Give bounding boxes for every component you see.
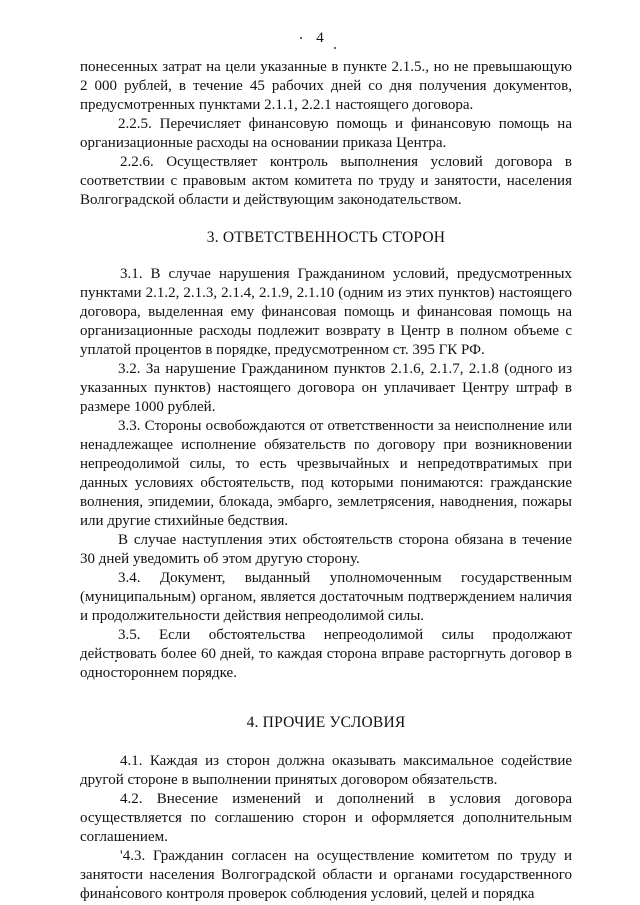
paragraph-3-3-notice: В случае наступления этих обстоятельств сторона обязана в течение 30 дней уведомить об этом другую сторону. <box>80 532 572 567</box>
scan-speck <box>334 47 336 49</box>
paragraph-3-5: 3.5. Если обстоятельства непреодолимой силы продолжают действовать более 60 дней, то каждая сторона вправе расторгнуть договор в одностороннем порядке. <box>80 627 572 681</box>
paragraph-3-1: 3.1. В случае нарушения Гражданином условий, предусмотренных пунктами 2.1.2, 2.1.3, 2.1.4, 2.1.9, 2.1.10 (одним из этих пунктов) настоящего договора, выделенная ему финансовая помощь и финансовая помощь на организационные расходы подлежит возврату в Центр в полном объеме с уплатой процентов в порядке, предусмотренном ст. 395 ГК РФ. <box>80 266 572 358</box>
scan-speck <box>300 37 302 39</box>
section-4-heading: 4. ПРОЧИЕ УСЛОВИЯ <box>246 714 406 731</box>
paragraph-continuation: понесенных затрат на цели указанные в пункте 2.1.5., но не превышающую 2 000 рублей, в течение 45 рабочих дней со дня получения документов, предусмотренных пунктами 2.1.1, 2.2.1 настоящего договора. <box>80 59 572 113</box>
paragraph-2-2-6: 2.2.6. Осуществляет контроль выполнения условий договора в соответствии с правовым актом комитета по труду и занятости, населения Волгоградской области и действующим законодательством. <box>80 154 572 208</box>
paragraph-4-3: '4.3. Гражданин согласен на осуществление комитетом по труду и занятости населения Волгоградской области и органами государственного финансового контроля проверок соблюдения условий, целей и порядка <box>80 848 572 902</box>
paragraph-2-2-5: 2.2.5. Перечисляет финансовую помощь и финансовую помощь на организационные расходы на основании приказа Центра. <box>80 116 572 151</box>
paragraph-4-1: 4.1. Каждая из сторон должна оказывать максимальное содействие другой стороне в выполнении принятых договором обязательств. <box>80 753 572 788</box>
document-body <box>80 58 572 904</box>
paragraph-3-4: 3.4. Документ, выданный уполномоченным государственным (муниципальным) органом, является достаточным подтверждением наличия и продолжительности действия непреодолимой силы. <box>80 570 572 624</box>
section-3-heading: 3. ОТВЕТСТВЕННОСТЬ СТОРОН <box>206 229 446 246</box>
paragraph-3-2: 3.2. За нарушение Гражданином пунктов 2.1.6, 2.1.7, 2.1.8 (одного из указанных пунктов) настоящего договора он уплачивает Центру штраф в размере 1000 рублей. <box>80 361 572 415</box>
paragraph-4-2: 4.2. Внесение изменений и дополнений в условия договора осуществляется по соглашению сторон и оформляется дополнительным соглашением. <box>80 791 572 845</box>
paragraph-3-3: 3.3. Стороны освобождаются от ответственности за неисполнение или ненадлежащее исполнение обязательств по договору при возникновении непреодолимой силы, то есть чрезвычайных и непредотвратимых при данных условиях обстоятельств, под которыми понимаются: гражданские волнения, эпидемии, блокада, эмбарго, землетрясения, наводнения, пожары или другие стихийные бедствия. <box>80 418 572 529</box>
page-number: 4 <box>316 30 324 46</box>
